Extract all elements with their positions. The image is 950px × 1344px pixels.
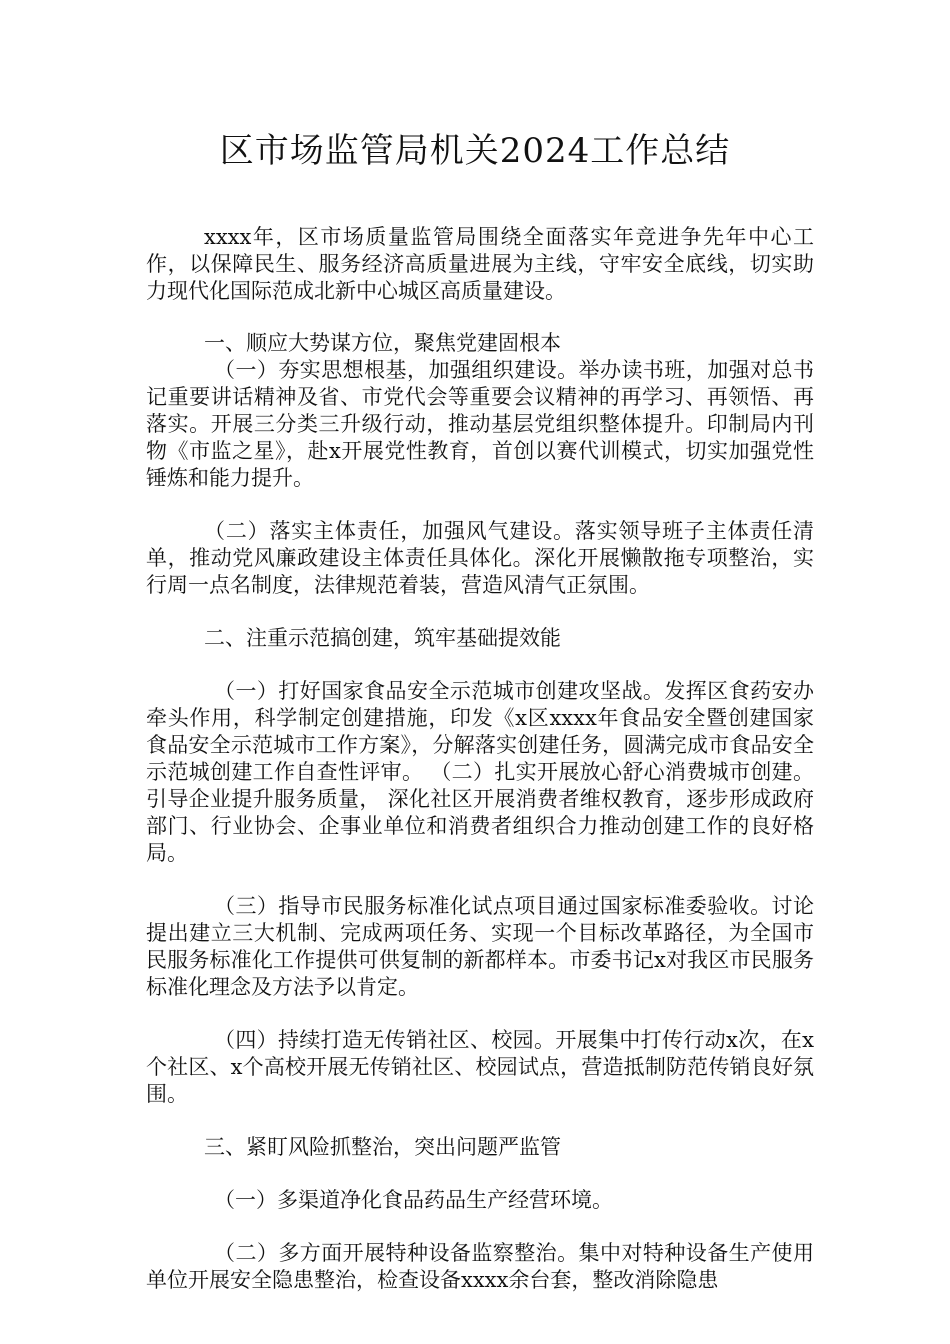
paragraph-1-1: （一）夯实思想根基，加强组织建设。举办读书班，加强对总书记重要讲话精神及省、市党代会等重要会议精神的再学习、再领悟、再落实。开展三分类三升级行动，推动基层党组织整体提升。印制局内刊物《市监之星》，赴x开展党性教育，首创以赛代训模式，切实加强党性锤炼和能力提升。 [146,358,814,490]
section-heading-1: 一、顺应大势谋方位，聚焦党建固根本 [204,331,561,355]
section-heading-3: 三、紧盯风险抓整治，突出问题严监管 [204,1135,561,1159]
document-title: 区市场监管局机关2024工作总结 [219,131,731,171]
paragraph-2-1: （一）打好国家食品安全示范城市创建攻坚战。发挥区食药安办牵头作用，科学制定创建措施，印发《x区xxxx年食品安全暨创建国家食品安全示范城市工作方案》，分解落实创建任务，圆满完成市食品安全示范城创建工作自查性评审。 （二）扎实开展放心舒心消费城市创建。引导企业提升服务质量， 深化社区开展消费者维权教育，逐步形成政府部门、行业协会、企事业单位和消费者组织合力推动创建工作的良好格局。 [146,679,814,865]
paragraph-2-3: （三）指导市民服务标准化试点项目通过国家标准委验收。讨论提出建立三大机制、完成两项任务、实现一个目标改革路径，为全国市民服务标准化工作提供可供复制的新都样本。市委书记x对我区市民服务标准化理念及方法予以肯定。 [146,894,814,999]
paragraph-3-1: （一）多渠道净化食品药品生产经营环境。 [214,1188,613,1212]
paragraph-3-2: （二）多方面开展特种设备监察整治。集中对特种设备生产使用单位开展安全隐患整治，检查设备xxxx余台套，整改消除隐患 [146,1241,814,1292]
paragraph-1-2: （二）落实主体责任，加强风气建设。落实领导班子主体责任清单，推动党风廉政建设主体责任具体化。深化开展懒散拖专项整治，实行周一点名制度，法律规范着装，营造风清气正氛围。 [146,519,814,597]
intro-paragraph: xxxx年，区市场质量监管局围绕全面落实年竞进争先年中心工作，以保障民生、服务经济高质量进展为主线，守牢安全底线，切实助力现代化国际范成北新中心城区高质量建设。 [146,225,814,303]
section-heading-2: 二、注重示范搞创建，筑牢基础提效能 [204,626,561,650]
paragraph-2-4: （四）持续打造无传销社区、校园。开展集中打传行动x次，在x个社区、x个高校开展无传销社区、校园试点，营造抵制防范传销良好氛围。 [146,1028,814,1106]
document-body [146,224,814,1294]
